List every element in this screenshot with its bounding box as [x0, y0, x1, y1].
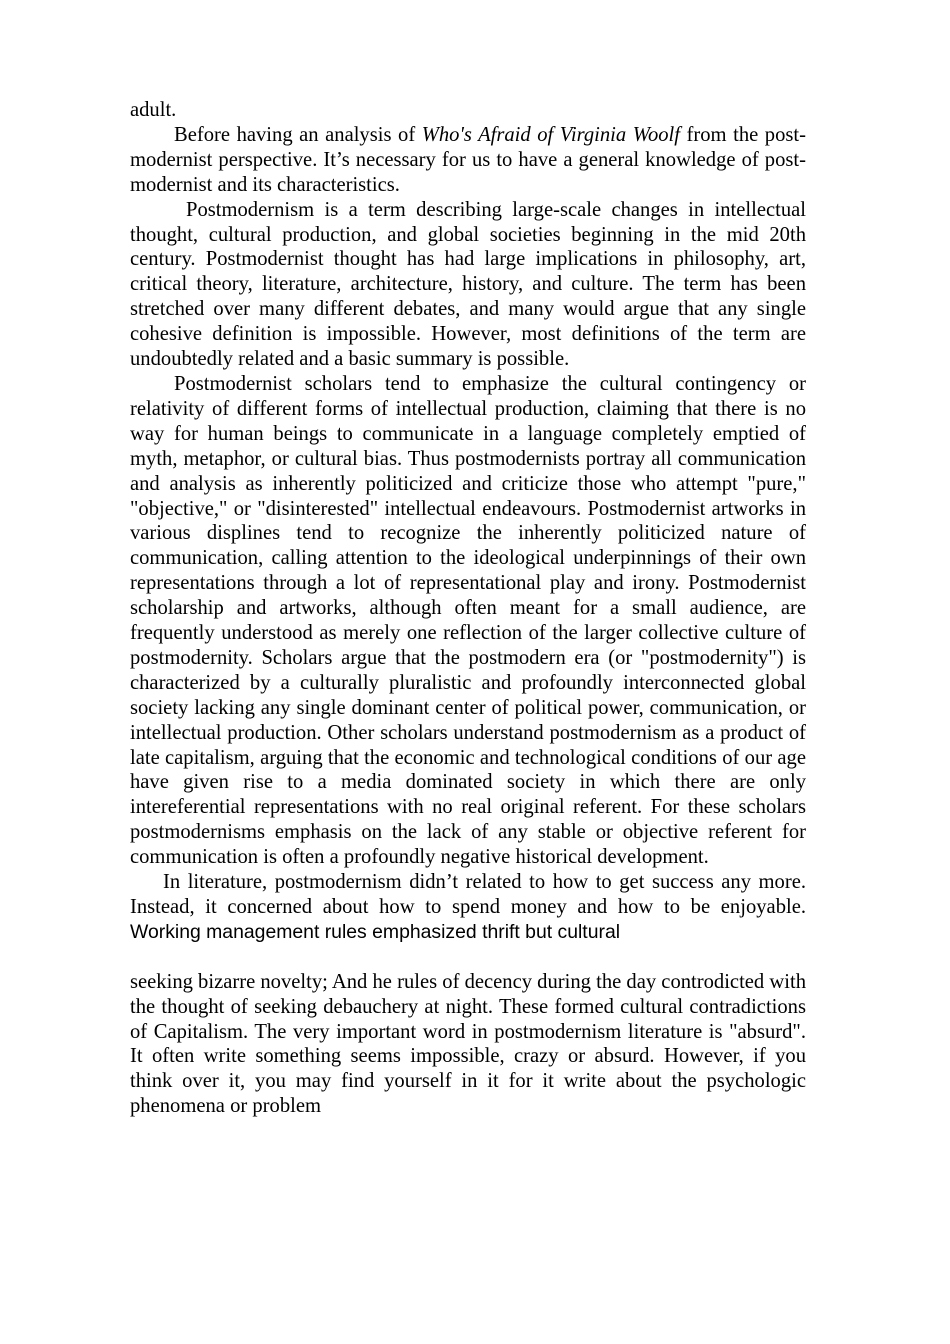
document-page [130, 98, 806, 1119]
paragraph-postmodernist-scholars: Postmodernist scholars tend to emphasize the cultural contingency or relativity of different forms of intellectual production, claiming that there is no way for human beings to communicate in a language completely emptied of myth, metaphor, or cultural bias. Thus postmodernists portray all communication and analysis as inherently politicized and criticize those who attempt "pure," "objective," or "disinterested" intellectual endeavours. Postmodernist artworks in various displines tend to recognize the inherently politicized nature of communication, calling attention to the ideological underpinnings of their own representations through a lot of representational play and irony. Postmodernist scholarship and artworks, although often meant for a small audience, are frequently understood as merely one reflection of the larger collective culture of postmodernity. Scholars argue that the postmodern era (or "postmodernity") is characterized by a culturally pluralistic and profoundly interconnected global society lacking any single dominant center of political power, communication, or intellectual production. Other scholars understand postmodernism as a product of late capitalism, arguing that the economic and technological conditions of our age have given rise to a media dominated society in which there are only intereferential representations with no real original referent. For these scholars postmodernisms emphasis on the lack of any stable or objective referent for communication is often a profoundly negative historical development. [130, 372, 806, 869]
paragraph-literature [130, 870, 806, 945]
paragraph-postmodernism-definition: Postmodernism is a term describing large-scale changes in intellectual thought, cultural production, and global societies beginning in the mid 20th century. Postmodernist thought has had large implications in philosophy, art, critical theory, literature, architecture, history, and culture. The term has been stretched over many different debates, and many would argue that any single cohesive definition is impossible. However, most definitions of the term are undoubtedly related and a basic summary is possible. [130, 198, 806, 371]
before-analysis-text-post: from the post-modernist perspective. It’s necessary for us to have a general knowledge of post-modernist and its characteristics. [130, 123, 806, 196]
literature-text-sans: Working management rules emphasized thrift but cultural [130, 920, 621, 943]
paragraph-gap [130, 945, 806, 970]
paragraph-before-analysis [130, 123, 806, 198]
play-title: Who's Afraid of Virginia Woolf [421, 123, 680, 146]
literature-text-serif: In literature, postmodernism didn’t related to how to get success any more. Instead, it concerned about how to spend money and how to be enjoyable. [130, 871, 806, 918]
paragraph-fragment-adult: adult. [130, 99, 177, 121]
paragraph-continuation: seeking bizarre novelty; And he rules of decency during the day controdicted with the thought of seeking debauchery at night. These formed cultural contradictions of Capitalism. The very important word in postmodernism literature is "absurd". It often write something seems impossible, crazy or absurd. However, if you think over it, you may find yourself in it for it write about the psychologic phenomena or problem [130, 970, 806, 1118]
before-analysis-text-pre: Before having an analysis of [174, 123, 422, 146]
